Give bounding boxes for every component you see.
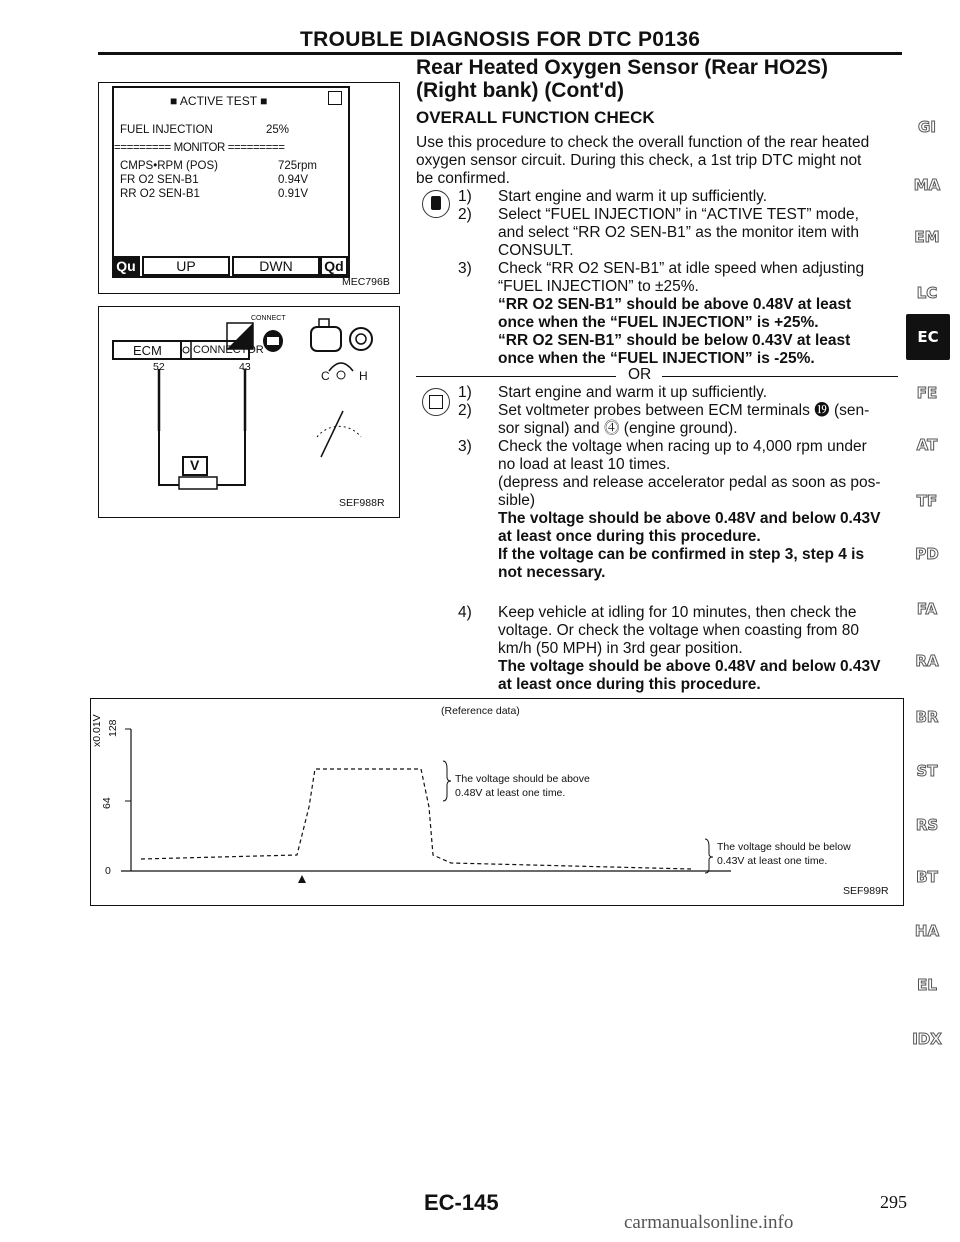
note-below-line1: The voltage should be below xyxy=(717,841,851,853)
gauge-icon xyxy=(350,328,372,350)
screen-title: ■ ACTIVE TEST ■ xyxy=(170,94,268,108)
row1-label: FUEL INJECTION xyxy=(120,124,213,136)
terminal-43: 43 xyxy=(239,361,251,373)
step-text: “FUEL INJECTION” to ±25%. xyxy=(498,278,699,295)
sidebar-tab-br[interactable]: BR xyxy=(915,708,939,726)
step-text: voltage. Or check the voltage when coasting from 80 xyxy=(498,622,860,639)
connect-label: CONNECT xyxy=(251,315,286,322)
step-text: Keep vehicle at idling for 10 minutes, then check the xyxy=(498,604,857,621)
step-number: 4) xyxy=(458,604,472,621)
voltmeter-procedure-icon xyxy=(422,388,450,416)
sidebar-tab-gi[interactable]: GI xyxy=(918,118,936,136)
figure3-ref: SEF989R xyxy=(843,885,889,897)
note-above-line2: 0.48V at least one time. xyxy=(455,787,566,799)
sidebar-tab-ra[interactable]: RA xyxy=(915,652,939,670)
page-header-title: TROUBLE DIAGNOSIS FOR DTC P0136 xyxy=(300,28,701,51)
tach-dial xyxy=(317,426,361,437)
connector-label: CONNECTOR xyxy=(193,344,264,356)
sidebar-tab-pd[interactable]: PD xyxy=(915,545,939,563)
or-label: OR xyxy=(628,366,652,383)
section-title xyxy=(416,56,896,102)
sidebar-tab-em[interactable]: EM xyxy=(914,228,940,246)
row4-label: RR O2 SEN-B1 xyxy=(120,188,200,200)
above-bracket xyxy=(443,761,451,801)
section-title-line2: (Right bank) (Cont'd) xyxy=(416,79,624,102)
step-bold-text: If the voltage can be confirmed in step 3, step 4 is xyxy=(498,546,865,563)
voltmeter-label: V xyxy=(190,457,200,473)
step-number: 3) xyxy=(458,260,472,277)
step-number: 3) xyxy=(458,438,472,455)
step-text: no load at least 10 times. xyxy=(498,456,671,473)
connect-icon xyxy=(263,330,283,352)
step-text: Select “FUEL INJECTION” in “ACTIVE TEST” mode, xyxy=(498,206,859,223)
step-text: (depress and release accelerator pedal as soon as pos- xyxy=(498,474,881,491)
marker-triangle-icon xyxy=(298,875,306,883)
page-code: EC-145 xyxy=(424,1190,499,1215)
step-bold-text: once when the “FUEL INJECTION” is +25%. xyxy=(498,314,819,331)
page-number: 295 xyxy=(880,1192,907,1212)
voltage-graph xyxy=(91,699,903,905)
y-tick-128: 128 xyxy=(107,719,119,737)
watermark: carmanualsonline.info xyxy=(624,1212,794,1233)
step-text: and select “RR O2 SEN-B1” as the monitor item with xyxy=(498,224,859,241)
sidebar-tab-fa[interactable]: FA xyxy=(916,600,938,618)
sidebar-tab-el[interactable]: EL xyxy=(917,976,937,994)
section-title-line1: Rear Heated Oxygen Sensor (Rear HO2S) xyxy=(416,56,828,79)
figure1-ref: MEC796B xyxy=(342,276,390,288)
terminal-52: 52 xyxy=(153,361,165,373)
intro-paragraph xyxy=(416,134,902,188)
sidebar-tab-ec[interactable]: EC xyxy=(906,314,950,360)
sidebar-tab-bt[interactable]: BT xyxy=(916,868,938,886)
sidebar-tab-st[interactable]: ST xyxy=(916,762,938,780)
voltmeter-diagram xyxy=(99,307,399,517)
overall-function-heading: OVERALL FUNCTION CHECK xyxy=(416,108,655,127)
gauge-h-label: H xyxy=(359,369,368,383)
or-rule-right xyxy=(662,376,898,377)
below-bracket xyxy=(705,839,713,873)
sidebar-tab-lc[interactable]: LC xyxy=(916,284,938,302)
consult-screen xyxy=(112,86,350,278)
sidebar-tab-ma[interactable]: MA xyxy=(913,176,941,194)
row1-value: 25% xyxy=(266,124,290,136)
voltmeter-figure xyxy=(98,306,400,518)
step-text: Check the voltage when racing up to 4,000 rpm under xyxy=(498,438,867,455)
y-tick-64: 64 xyxy=(101,797,113,809)
step-text: sor signal) and ⓸ (engine ground). xyxy=(498,420,738,437)
up-button[interactable]: UP xyxy=(142,256,230,276)
intro-line: be confirmed. xyxy=(416,170,510,187)
step-text: Set voltmeter probes between ECM terminals ⓳ (sen- xyxy=(498,402,870,419)
step-number: 2) xyxy=(458,402,472,419)
step-number: 1) xyxy=(458,384,472,401)
step-bold-text: at least once during this procedure. xyxy=(498,676,761,693)
intro-line: Use this procedure to check the overall function of the rear heated xyxy=(416,134,870,151)
screen-checkbox-icon xyxy=(328,91,342,105)
intro-line: oxygen sensor circuit. During this check, a 1st trip DTC might not xyxy=(416,152,862,169)
consult-icon xyxy=(422,190,450,218)
note-below-line2: 0.43V at least one time. xyxy=(717,855,828,867)
down-button[interactable]: DWN xyxy=(232,256,320,276)
sidebar-tab-ha[interactable]: HA xyxy=(914,922,940,940)
qu-button[interactable]: Qu xyxy=(112,256,140,276)
engine-icon xyxy=(311,319,341,351)
figure2-ref: SEF988R xyxy=(339,497,385,509)
temp-gauge-icon xyxy=(329,363,353,371)
gauge-c-label: C xyxy=(321,369,330,383)
row2-value: 725rpm xyxy=(278,160,317,172)
step-bold-text: once when the “FUEL INJECTION” is -25%. xyxy=(498,350,815,367)
step-text: Start engine and warm it up sufficiently. xyxy=(498,188,768,205)
header-rule xyxy=(98,52,902,55)
y-tick-0: 0 xyxy=(105,865,111,877)
procedure-a xyxy=(458,188,902,368)
sidebar-tab-tf[interactable]: TF xyxy=(916,492,938,510)
step-text: sible) xyxy=(498,492,536,509)
y-axis-unit: x0.01V xyxy=(91,714,103,747)
note-above-line1: The voltage should be above xyxy=(455,773,590,785)
voltage-graph-figure xyxy=(90,698,904,906)
voltage-trace xyxy=(141,769,691,869)
consult-button-row xyxy=(112,256,350,274)
row2-label: CMPS•RPM (POS) xyxy=(120,160,218,172)
step-text: Check “RR O2 SEN-B1” at idle speed when adjusting xyxy=(498,260,865,277)
row3-value: 0.94V xyxy=(278,174,309,186)
monitor-line: ========= MONITOR ========= xyxy=(114,142,285,154)
sidebar-tab-at[interactable]: AT xyxy=(916,436,938,454)
step-bold-text: “RR O2 SEN-B1” should be above 0.48V at least xyxy=(498,296,852,313)
step-bold-text: not necessary. xyxy=(498,564,606,581)
sidebar-tab-fe[interactable]: FE xyxy=(916,384,938,402)
step-text: Start engine and warm it up sufficiently. xyxy=(498,384,768,401)
ecm-label: ECM xyxy=(133,343,162,358)
step-number: 1) xyxy=(458,188,472,205)
reference-data-label: (Reference data) xyxy=(441,705,520,717)
step-text: CONSULT. xyxy=(498,242,574,259)
step-bold-text: at least once during this procedure. xyxy=(498,528,761,545)
row3-label: FR O2 SEN-B1 xyxy=(120,174,199,186)
step-bold-text: “RR O2 SEN-B1” should be below 0.43V at least xyxy=(498,332,851,349)
procedure-b xyxy=(458,384,902,694)
step-text: km/h (50 MPH) in 3rd gear position. xyxy=(498,640,743,657)
step-bold-text: The voltage should be above 0.48V and below 0.43V xyxy=(498,510,881,527)
or-rule-left xyxy=(416,376,616,377)
step-number: 2) xyxy=(458,206,472,223)
sidebar-tab-rs[interactable]: RS xyxy=(915,816,939,834)
sidebar-tab-idx[interactable]: IDX xyxy=(912,1030,942,1048)
qd-button[interactable]: Qd xyxy=(320,256,348,276)
row4-value: 0.91V xyxy=(278,188,309,200)
step-bold-text: The voltage should be above 0.48V and below 0.43V xyxy=(498,658,881,675)
